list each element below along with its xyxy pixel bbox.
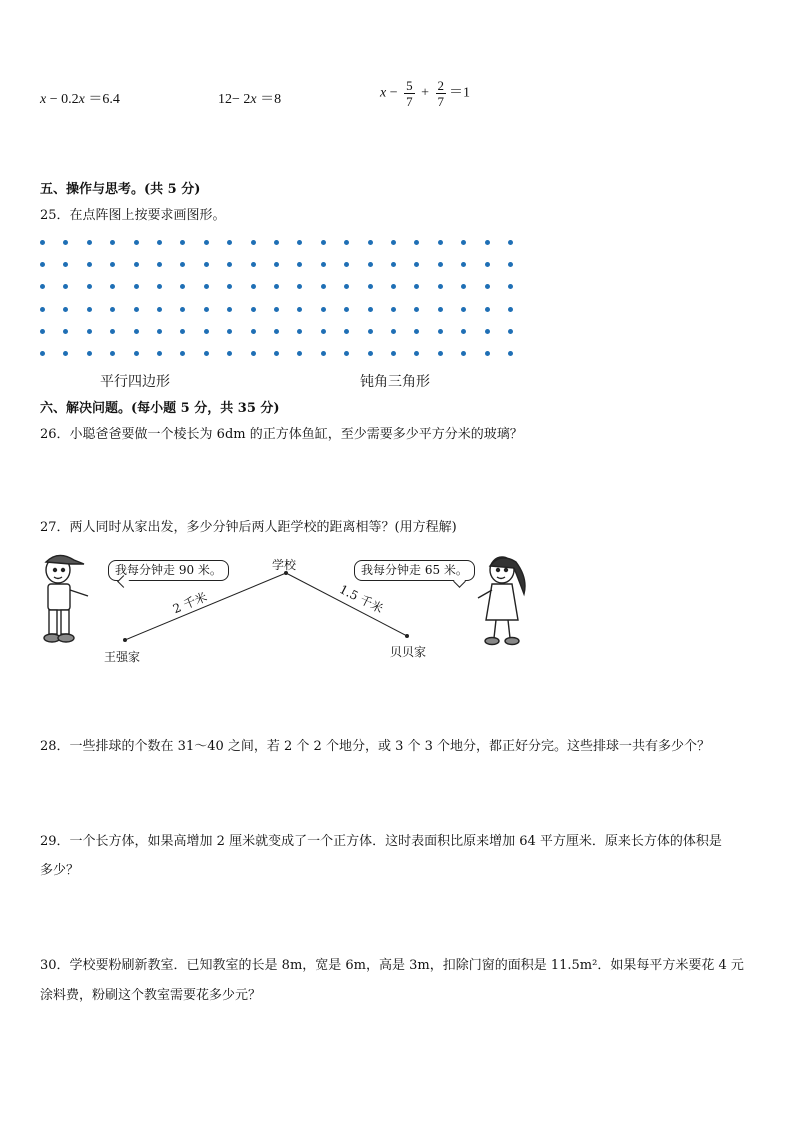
question-30-line-1: 30．学校要粉刷新教室．已知教室的长是 8m，宽是 6m，高是 3m，扣除门窗的面积是 11.5m²．如果每平方米要花 4 元 bbox=[40, 958, 744, 973]
grid-dot bbox=[157, 284, 162, 289]
grid-dot bbox=[344, 351, 349, 356]
grid-dot bbox=[508, 284, 513, 289]
grid-dot bbox=[508, 262, 513, 267]
grid-dot bbox=[508, 329, 513, 334]
grid-dot bbox=[63, 284, 68, 289]
grid-dot bbox=[414, 351, 419, 356]
grid-dot bbox=[204, 351, 209, 356]
grid-dot bbox=[87, 284, 92, 289]
home-left-point bbox=[123, 638, 127, 642]
grid-dot bbox=[391, 240, 396, 245]
caption-parallelogram: 平行四边形 bbox=[100, 374, 170, 390]
grid-dot bbox=[344, 284, 349, 289]
grid-dot bbox=[274, 240, 279, 245]
grid-dot bbox=[251, 329, 256, 334]
grid-dot bbox=[110, 307, 115, 312]
grid-dot bbox=[438, 262, 443, 267]
grid-dot bbox=[227, 329, 232, 334]
grid-dot bbox=[368, 329, 373, 334]
grid-dot bbox=[134, 240, 139, 245]
speech-bubble-boy: 我每分钟走 90 米。 bbox=[108, 560, 229, 581]
eq3-num2: 2 bbox=[437, 78, 445, 93]
road-left-line bbox=[125, 573, 286, 640]
label-distance-right: 1.5 千米 bbox=[337, 582, 386, 616]
grid-dot bbox=[227, 307, 232, 312]
grid-dot bbox=[485, 284, 490, 289]
grid-dot bbox=[204, 329, 209, 334]
grid-dot bbox=[485, 240, 490, 245]
grid-dot bbox=[391, 284, 396, 289]
grid-dot bbox=[180, 307, 185, 312]
grid-dot bbox=[227, 284, 232, 289]
grid-dot bbox=[391, 329, 396, 334]
grid-dot bbox=[321, 351, 326, 356]
grid-dot bbox=[134, 284, 139, 289]
grid-dot bbox=[157, 307, 162, 312]
grid-dot bbox=[344, 240, 349, 245]
grid-dot bbox=[40, 284, 45, 289]
eq3-fraction-2 bbox=[436, 78, 447, 109]
grid-dot bbox=[180, 351, 185, 356]
grid-dot bbox=[40, 240, 45, 245]
grid-dot bbox=[110, 284, 115, 289]
question-25: 25．在点阵图上按要求画图形。 bbox=[40, 208, 226, 223]
grid-dot bbox=[414, 240, 419, 245]
grid-dot bbox=[110, 351, 115, 356]
grid-dot bbox=[63, 262, 68, 267]
speech-bubble-girl: 我每分钟走 65 米。 bbox=[354, 560, 475, 581]
grid-dot bbox=[63, 240, 68, 245]
question-30-line-2: 涂料费，粉刷这个教室需要花多少元？ bbox=[40, 988, 262, 1003]
grid-dot bbox=[508, 307, 513, 312]
grid-dot bbox=[368, 240, 373, 245]
grid-dot bbox=[134, 329, 139, 334]
grid-dot bbox=[110, 240, 115, 245]
eq3-rest: ＝1 bbox=[449, 85, 471, 101]
question-29-line-1: 29．一个长方体，如果高增加 2 厘米就变成了一个正方体．这时表面积比原来增加 64 平方厘米．原来长方体的体积是 bbox=[40, 834, 722, 849]
grid-dot bbox=[461, 351, 466, 356]
eq3-num1: 5 bbox=[406, 78, 413, 93]
grid-dot bbox=[368, 351, 373, 356]
grid-dot bbox=[134, 307, 139, 312]
grid-dot bbox=[414, 262, 419, 267]
grid-dot bbox=[40, 307, 45, 312]
equation-2 bbox=[218, 88, 281, 108]
grid-dot bbox=[180, 284, 185, 289]
grid-dot bbox=[110, 262, 115, 267]
grid-dot bbox=[297, 329, 302, 334]
grid-dot bbox=[204, 240, 209, 245]
grid-dot bbox=[438, 351, 443, 356]
grid-dot bbox=[438, 240, 443, 245]
grid-dot bbox=[40, 262, 45, 267]
grid-dot bbox=[251, 240, 256, 245]
grid-dot bbox=[180, 240, 185, 245]
grid-dot bbox=[321, 240, 326, 245]
grid-dot bbox=[508, 240, 513, 245]
grid-dot bbox=[461, 284, 466, 289]
equation-1 bbox=[40, 88, 120, 108]
q27-figure bbox=[40, 548, 560, 668]
grid-dot bbox=[321, 262, 326, 267]
grid-dot bbox=[227, 240, 232, 245]
grid-dot bbox=[87, 240, 92, 245]
grid-dot bbox=[461, 307, 466, 312]
grid-dot bbox=[251, 307, 256, 312]
equation-3 bbox=[380, 78, 470, 109]
grid-dot bbox=[227, 262, 232, 267]
eq2-rest: ＝8 bbox=[256, 92, 282, 107]
grid-dot bbox=[204, 262, 209, 267]
grid-dot bbox=[134, 351, 139, 356]
grid-dot bbox=[297, 262, 302, 267]
grid-dot bbox=[485, 307, 490, 312]
grid-dot bbox=[297, 284, 302, 289]
grid-dot bbox=[485, 351, 490, 356]
grid-dot bbox=[344, 329, 349, 334]
grid-dot bbox=[157, 329, 162, 334]
grid-dot bbox=[297, 240, 302, 245]
grid-dot bbox=[485, 262, 490, 267]
eq3-var: x bbox=[380, 85, 387, 101]
grid-dot bbox=[344, 262, 349, 267]
grid-dot bbox=[63, 351, 68, 356]
grid-dot bbox=[251, 262, 256, 267]
eq3-den2: 7 bbox=[437, 94, 445, 109]
grid-dot bbox=[204, 307, 209, 312]
eq1-op1: − 0.2 bbox=[46, 92, 79, 107]
grid-dot bbox=[438, 284, 443, 289]
eq3-minus: − bbox=[386, 85, 402, 101]
caption-obtuse-triangle: 钝角三角形 bbox=[360, 374, 430, 390]
eq1-var2: x bbox=[78, 92, 85, 107]
grid-dot bbox=[40, 351, 45, 356]
question-26: 26．小聪爸爸要做一个棱长为 6dm 的正方体鱼缸，至少需要多少平方分米的玻璃？ bbox=[40, 427, 523, 442]
grid-dot bbox=[485, 329, 490, 334]
grid-dot bbox=[391, 262, 396, 267]
grid-dot bbox=[251, 284, 256, 289]
label-distance-left: 2 千米 bbox=[170, 589, 209, 617]
grid-dot bbox=[321, 329, 326, 334]
grid-dot bbox=[157, 240, 162, 245]
boy-figure bbox=[44, 555, 88, 642]
grid-dot bbox=[391, 307, 396, 312]
grid-dot bbox=[157, 351, 162, 356]
grid-dot bbox=[297, 307, 302, 312]
grid-dot bbox=[297, 351, 302, 356]
question-27: 27．两人同时从家出发，多少分钟后两人距学校的距离相等？(用方程解) bbox=[40, 520, 457, 535]
grid-dot bbox=[321, 284, 326, 289]
grid-dot bbox=[157, 262, 162, 267]
eq2-lead: 12− 2 bbox=[218, 92, 251, 107]
grid-dot bbox=[40, 329, 45, 334]
eq1-rest: ＝6.4 bbox=[84, 92, 120, 107]
eq3-den1: 7 bbox=[406, 94, 413, 109]
grid-dot bbox=[414, 284, 419, 289]
eq1-var1: x bbox=[40, 92, 47, 107]
grid-dot bbox=[368, 284, 373, 289]
grid-dot bbox=[274, 329, 279, 334]
grid-dot bbox=[321, 307, 326, 312]
eq3-plus: + bbox=[417, 85, 433, 101]
grid-dot bbox=[274, 284, 279, 289]
grid-dot bbox=[438, 307, 443, 312]
grid-dot bbox=[414, 329, 419, 334]
grid-dot bbox=[274, 351, 279, 356]
grid-dot bbox=[461, 329, 466, 334]
grid-dot bbox=[414, 307, 419, 312]
label-school: 学校 bbox=[272, 558, 297, 572]
grid-dot bbox=[87, 262, 92, 267]
grid-dot bbox=[134, 262, 139, 267]
grid-dot bbox=[461, 262, 466, 267]
grid-dot bbox=[274, 262, 279, 267]
grid-dot bbox=[508, 351, 513, 356]
label-home-wangqiang: 王强家 bbox=[104, 650, 141, 664]
grid-dot bbox=[180, 329, 185, 334]
grid-dot bbox=[344, 307, 349, 312]
grid-dot bbox=[87, 307, 92, 312]
eq3-fraction-1 bbox=[404, 78, 415, 109]
grid-dot bbox=[204, 284, 209, 289]
grid-dot bbox=[368, 262, 373, 267]
eq2-var: x bbox=[250, 92, 257, 107]
grid-dot bbox=[274, 307, 279, 312]
label-home-beibei: 贝贝家 bbox=[390, 645, 427, 659]
grid-dot bbox=[87, 329, 92, 334]
question-28: 28．一些排球的个数在 31～40 之间，若 2 个 2 个地分，或 3 个 3 个地分，都正好分完。这些排球一共有多少个？ bbox=[40, 739, 711, 754]
section-6-heading: 六、解决问题。(每小题 5 分，共 35 分) bbox=[40, 401, 280, 416]
grid-dot bbox=[110, 329, 115, 334]
girl-figure bbox=[478, 557, 525, 645]
home-right-point bbox=[405, 634, 409, 638]
grid-dot bbox=[368, 307, 373, 312]
section-5-heading: 五、操作与思考。(共 5 分) bbox=[40, 182, 201, 197]
grid-dot bbox=[461, 240, 466, 245]
grid-dot bbox=[438, 329, 443, 334]
grid-dot bbox=[251, 351, 256, 356]
grid-dot bbox=[180, 262, 185, 267]
grid-dot bbox=[87, 351, 92, 356]
grid-dot bbox=[227, 351, 232, 356]
question-29-line-2: 多少？ bbox=[40, 863, 80, 878]
grid-dot bbox=[63, 329, 68, 334]
grid-dot bbox=[391, 351, 396, 356]
grid-dot bbox=[63, 307, 68, 312]
